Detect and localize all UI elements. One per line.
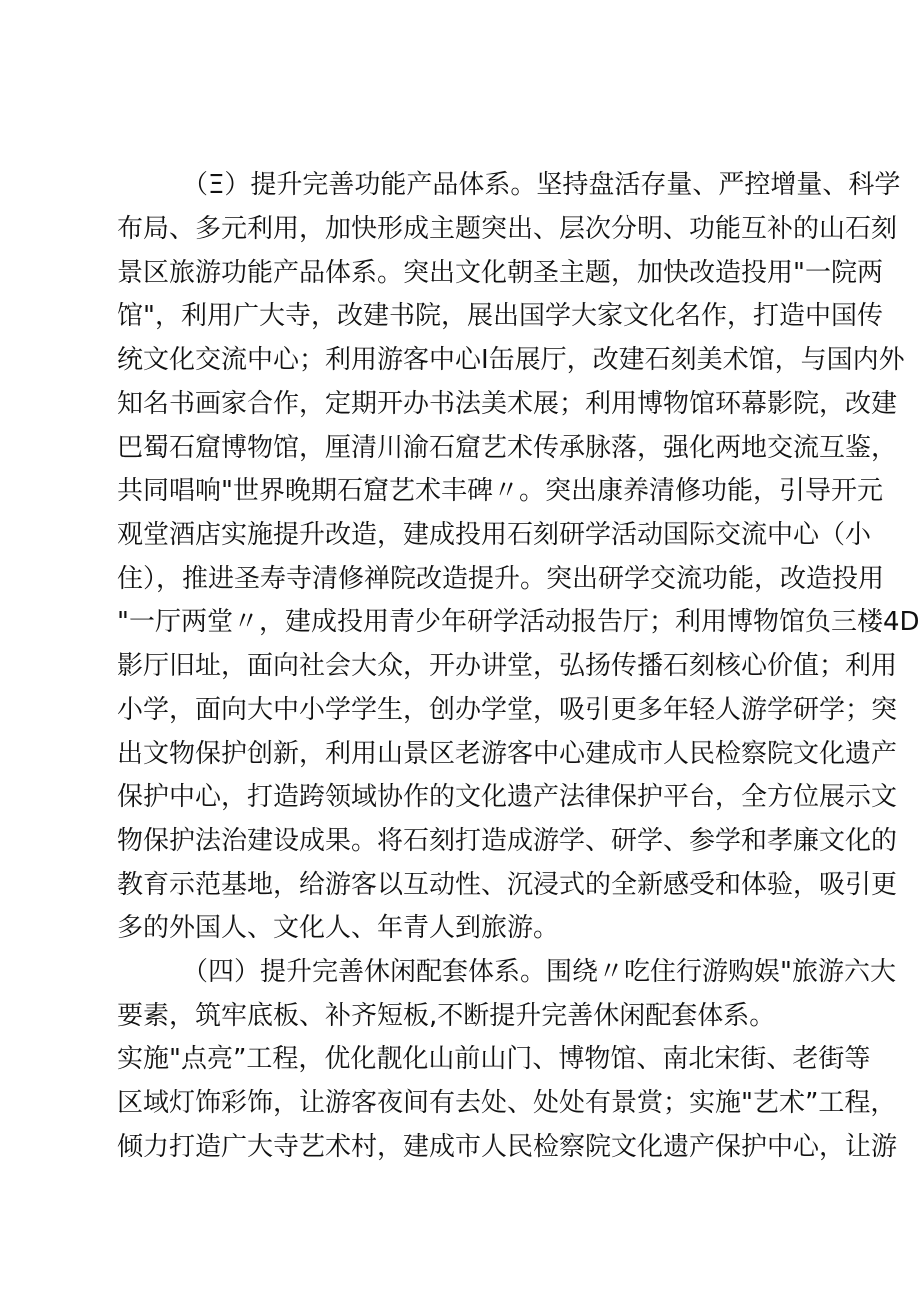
paragraph-line: 出文物保护创新，利用山景区老游客中心建成市人民检察院文化遗产 [117, 739, 898, 769]
paragraph-line: 多的外国人、文化人、年青人到旅游。 [117, 913, 560, 943]
paragraph-line: 实施"点亮”工程，优化靓化山前山门、博物馆、南北宋街、老街等 [117, 1044, 871, 1074]
paragraph-line: （Ξ）提升完善功能产品体系。坚持盘活存量、严控增量、科学 [182, 170, 901, 200]
paragraph-line: "一厅两堂〃，建成投用青少年研学活动报告厅；利用博物馆负三楼4D [117, 607, 920, 637]
paragraph-line: 统文化交流中心；利用游客中心I缶展厅，改建石刻美术馆，与国内外 [117, 345, 905, 375]
paragraph-line: 教育示范基地，给游客以互动性、沉浸式的全新感受和体验，吸引更 [117, 870, 898, 900]
paragraph-line: 巴蜀石窟博物馆，厘清川渝石窟艺术传承脉落，强化两地交流互鉴， [117, 433, 898, 463]
paragraph-line: 馆"，利用广大寺，改建书院，展出国学大家文化名作，打造中国传 [117, 301, 883, 331]
paragraph-line: 保护中心，打造跨领域协作的文化遗产法律保护平台，全方位展示文 [117, 782, 898, 812]
paragraph-line: 布局、多元利用，加快形成主题突出、层次分明、功能互补的山石刻 [117, 214, 898, 244]
paragraph-line: 共同唱响"世界晚期石窟艺术丰碑〃。突出康养清修功能，引导开元 [117, 476, 883, 506]
paragraph-line: 小学，面向大中小学学生，创办学堂，吸引更多年轻人游学研学；突 [117, 695, 898, 725]
paragraph-line: 倾力打造广大寺艺术村，建成市人民检察院文化遗产保护中心，让游 [117, 1132, 898, 1162]
paragraph-line: （四）提升完善休闲配套体系。围绕〃吃住行游购娱"旅游六大 [182, 957, 896, 987]
paragraph-line: 要素，筑牢底板、补齐短板,不断提升完善休闲配套体系。 [117, 1001, 776, 1031]
paragraph-line: 住），推进圣寿寺清修禅院改造提升。突出研学交流功能，改造投用 [117, 564, 885, 594]
paragraph-line: 区域灯饰彩饰，让游客夜间有去处、处处有景赏；实施"艺术”工程， [117, 1088, 897, 1118]
paragraph-line: 影厅旧址，面向社会大众，开办讲堂，弘扬传播石刻核心价值；利用 [117, 651, 898, 681]
paragraph-line: 观堂酒店实施提升改造，建成投用石刻研学活动国际交流中心（小 [117, 520, 872, 550]
paragraph-line: 知名书画家合作，定期开办书法美术展；利用博物馆环幕影院，改建 [117, 389, 898, 419]
paragraph-line: 景区旅游功能产品体系。突出文化朝圣主题，加快改造投用"一院两 [117, 258, 883, 288]
paragraph-line: 物保护法治建设成果。将石刻打造成游学、研学、参学和孝廉文化的 [117, 826, 898, 856]
